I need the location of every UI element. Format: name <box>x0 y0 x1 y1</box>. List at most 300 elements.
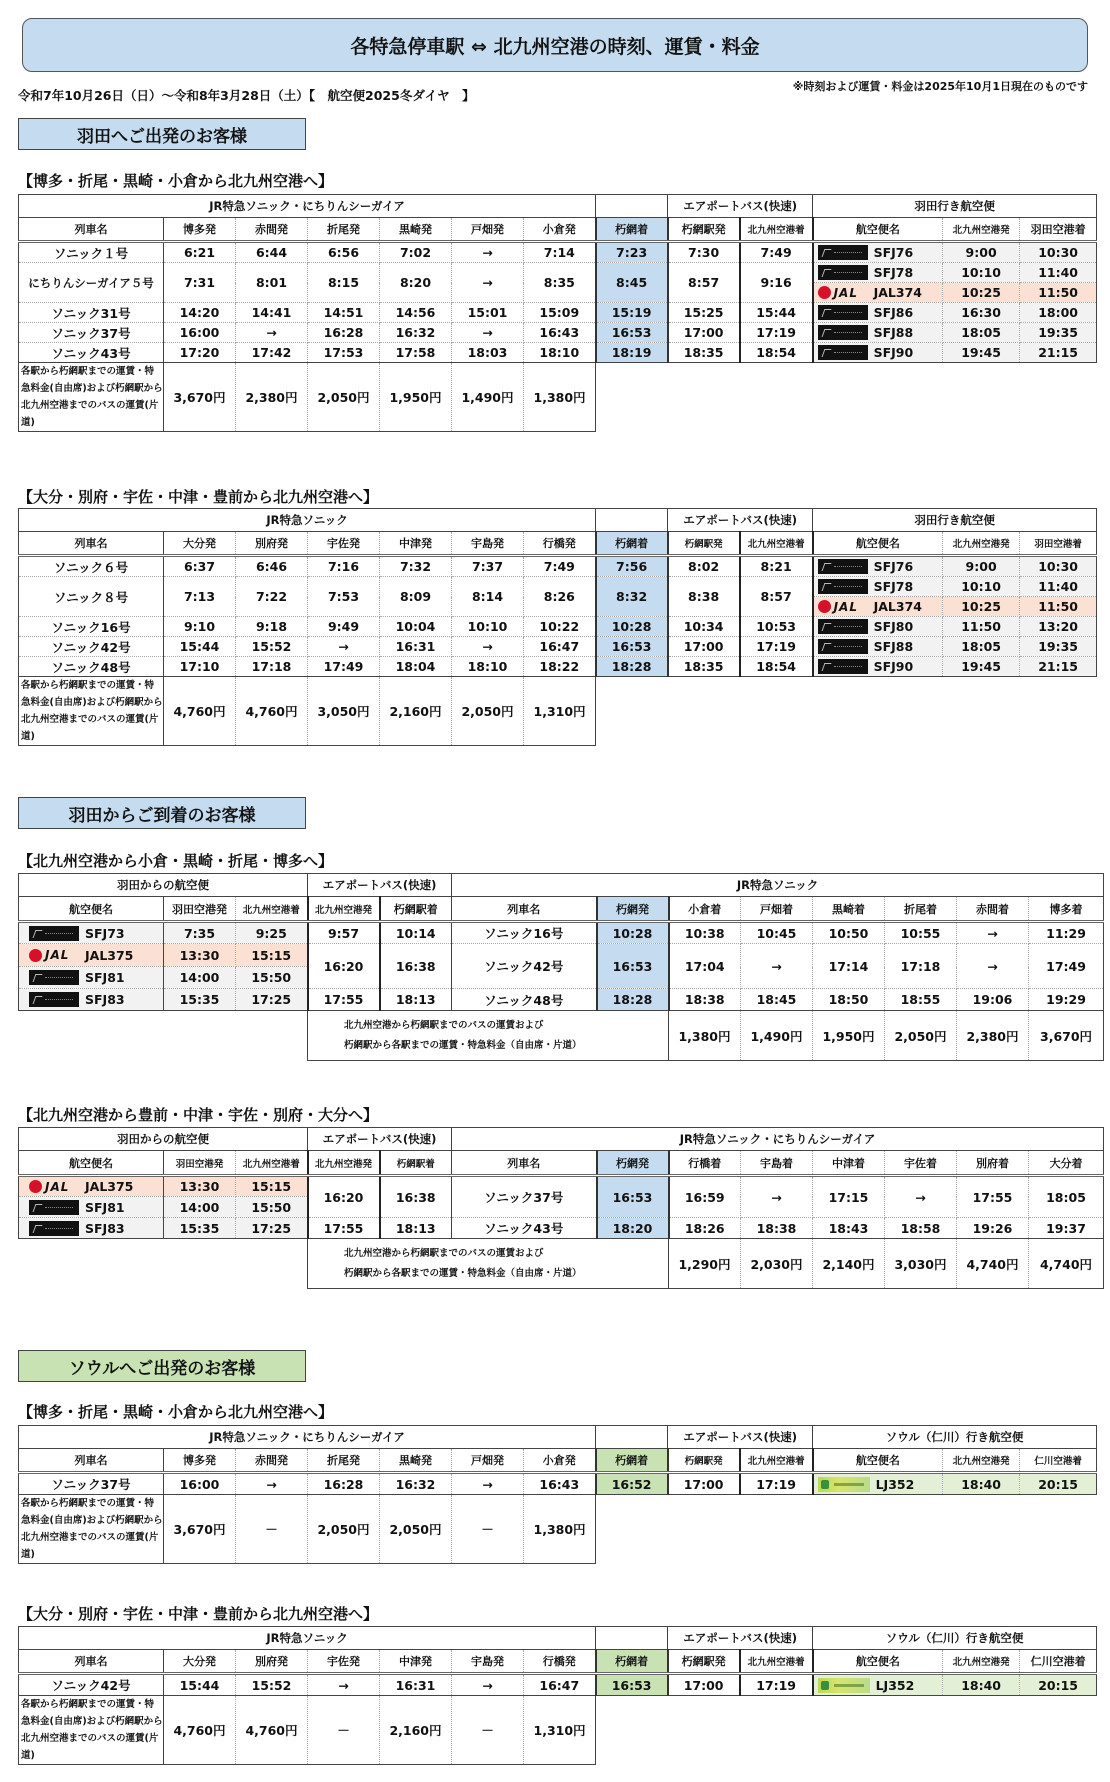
fare-row <box>19 1696 1097 1765</box>
train-name: ソニック37号 <box>452 1176 597 1218</box>
flight-name: SFJ81 <box>19 967 164 989</box>
time-cell: 18:38 <box>741 1218 813 1239</box>
col-header-kutsu-arr: 朽網着 <box>596 1650 668 1674</box>
flight-arrival: 11:40 <box>1020 263 1097 283</box>
fare-cell: 3,050円 <box>308 677 380 746</box>
bus-departure: 9:57 <box>308 922 380 944</box>
col-header-flight-dep: 北九州空港発 <box>943 1449 1020 1473</box>
kutsu-arrival: 18:19 <box>596 343 668 363</box>
time-cell: 17:04 <box>669 944 741 989</box>
col-header-bus-arr: 北九州空港着 <box>740 218 813 242</box>
train-name: ソニック37号 <box>19 1473 164 1495</box>
flight-arrival: 13:20 <box>1020 617 1097 637</box>
time-cell: 19:37 <box>1029 1218 1104 1239</box>
starflyer-logo-icon <box>818 345 868 360</box>
flight-departure: 10:10 <box>943 577 1020 597</box>
starflyer-logo-icon <box>818 619 868 634</box>
jal-logo-icon: JAL <box>29 1179 79 1194</box>
bus-departure: 17:55 <box>308 1218 380 1239</box>
bus-arrival: 17:19 <box>740 1473 813 1495</box>
table-title: 【北九州空港から豊前・中津・宇佐・別府・大分へ】 <box>18 1106 379 1124</box>
time-cell: 17:20 <box>164 343 236 363</box>
section-label-seoul-departure: ソウルへご出発のお客様 <box>18 1350 306 1382</box>
fare-label: 各駅から朽網駅までの運賃・特急料金(自由席)および朽網駅から北九州空港までのバスの運賃(片道) <box>19 1495 164 1564</box>
col-header-bus-dep: 朽網駅発 <box>668 532 740 556</box>
col-header-station: 小倉発 <box>524 1449 596 1473</box>
flight-departure: 13:30 <box>164 944 236 967</box>
time-cell: 19:29 <box>1029 989 1104 1011</box>
time-cell: 7:31 <box>164 263 236 303</box>
time-cell: 17:53 <box>308 343 380 363</box>
kutsu-arrival: 15:19 <box>596 303 668 323</box>
time-cell: 14:56 <box>380 303 452 323</box>
col-header-flight-arr: 羽田空港着 <box>1020 532 1097 556</box>
time-cell: 16:43 <box>524 323 596 343</box>
col-header-station: 博多発 <box>164 218 236 242</box>
time-cell: 15:52 <box>236 637 308 657</box>
bus-arrival: 10:14 <box>380 922 452 944</box>
bus-arrival: 8:21 <box>740 556 813 577</box>
bus-departure: 17:00 <box>668 323 740 343</box>
fare-row <box>19 1495 1097 1564</box>
col-header-train-name: 列車名 <box>452 1151 597 1176</box>
bus-departure: 18:35 <box>668 343 740 363</box>
group-header-bus: エアポートバス(快速) <box>668 195 813 218</box>
col-header-flight-arr: 北九州空港着 <box>236 1151 308 1176</box>
col-header-flight-name: 航空便名 <box>813 1449 943 1473</box>
bus-arrival: 18:54 <box>740 657 813 677</box>
fare-cell: 1,310円 <box>524 677 596 746</box>
col-header-bus-arr: 朽網駅着 <box>380 1151 452 1176</box>
col-header-station: 宇佐発 <box>308 532 380 556</box>
time-cell: 16:47 <box>524 1674 596 1696</box>
col-header-station: 黒崎発 <box>380 1449 452 1473</box>
col-header-station: 大分発 <box>164 532 236 556</box>
kutsu-arrival: 16:53 <box>596 1674 668 1696</box>
starflyer-logo-icon <box>818 659 868 674</box>
time-cell: 17:49 <box>1029 944 1104 989</box>
col-header-station: 宇佐着 <box>885 1151 957 1176</box>
starflyer-logo-icon <box>29 1200 79 1215</box>
fare-cell: 2,050円 <box>452 677 524 746</box>
group-header-bus: エアポートバス(快速) <box>668 1627 813 1650</box>
train-name: ソニック42号 <box>19 1674 164 1696</box>
timetable-hakata-to-airport-seoul <box>18 1425 1097 1564</box>
flight-arrival: 11:50 <box>1020 283 1097 303</box>
fare-cell: 3,670円 <box>164 363 236 432</box>
time-cell: 16:32 <box>380 323 452 343</box>
flight-arrival: 17:25 <box>236 989 308 1011</box>
flight-arrival: 21:15 <box>1020 657 1097 677</box>
fare-cell: 2,160円 <box>380 1696 452 1765</box>
group-header-bus: エアポートバス(快速) <box>668 509 813 532</box>
fare-cell: 1,950円 <box>380 363 452 432</box>
section-label-haneda-arrival: 羽田からご到着のお客様 <box>18 797 306 829</box>
bus-arrival: 16:38 <box>380 944 452 989</box>
flight-name: SFJ83 <box>19 989 164 1011</box>
col-header-station: 小倉着 <box>669 897 741 922</box>
flight-departure: 15:35 <box>164 1218 236 1239</box>
col-header-bus-dep: 朽網駅発 <box>668 218 740 242</box>
bus-departure: 17:55 <box>308 989 380 1011</box>
bus-arrival: 9:16 <box>740 263 813 303</box>
col-header-flight-name: 航空便名 <box>813 218 943 242</box>
bus-departure: 17:00 <box>668 637 740 657</box>
time-cell: 16:47 <box>524 637 596 657</box>
time-cell: 17:15 <box>813 1176 885 1218</box>
group-header-bus: エアポートバス(快速) <box>668 1426 813 1449</box>
time-cell: → <box>236 1473 308 1495</box>
fare-cell: 3,670円 <box>164 1495 236 1564</box>
flight-departure: 18:40 <box>943 1674 1020 1696</box>
table-title: 【博多・折尾・黒崎・小倉から北九州空港へ】 <box>18 1403 334 1421</box>
time-cell: → <box>452 637 524 657</box>
time-cell: 7:49 <box>524 556 596 577</box>
time-cell: 17:55 <box>957 1176 1029 1218</box>
time-cell: 9:10 <box>164 617 236 637</box>
time-cell: 18:43 <box>813 1218 885 1239</box>
time-cell: → <box>452 1674 524 1696</box>
time-cell: → <box>452 1473 524 1495</box>
col-header-station: 宇島発 <box>452 532 524 556</box>
col-header-train-name: 列車名 <box>452 897 597 922</box>
time-cell: 17:14 <box>813 944 885 989</box>
col-header-station: 博多着 <box>1029 897 1104 922</box>
bus-departure: 17:00 <box>668 1473 740 1495</box>
col-header-flight-dep: 北九州空港発 <box>943 532 1020 556</box>
table-row <box>19 944 1104 967</box>
time-cell: 17:18 <box>885 944 957 989</box>
flight-arrival: 17:25 <box>236 1218 308 1239</box>
fare-cell: 2,030円 <box>741 1239 813 1289</box>
group-header-flight: 羽田行き航空便 <box>813 509 1097 532</box>
flight-departure: 9:00 <box>943 242 1020 263</box>
fare-cell: 2,140円 <box>813 1239 885 1289</box>
col-header-flight-name: 航空便名 <box>19 1151 164 1176</box>
time-cell: 7:14 <box>524 242 596 263</box>
bus-arrival: 18:13 <box>380 989 452 1011</box>
col-header-bus-arr: 北九州空港着 <box>740 1650 813 1674</box>
time-cell: 6:37 <box>164 556 236 577</box>
starflyer-logo-icon <box>29 1221 79 1236</box>
bus-departure: 10:34 <box>668 617 740 637</box>
train-name: ソニック１号 <box>19 242 164 263</box>
flight-arrival: 19:35 <box>1020 323 1097 343</box>
time-cell: → <box>452 323 524 343</box>
kutsu-departure: 16:53 <box>597 1176 669 1218</box>
fare-cell: 1,380円 <box>524 363 596 432</box>
time-cell: 18:38 <box>669 989 741 1011</box>
bus-arrival: 17:19 <box>740 323 813 343</box>
table-row <box>19 1218 1104 1239</box>
starflyer-logo-icon <box>818 305 868 320</box>
time-cell: 7:32 <box>380 556 452 577</box>
time-cell: 18:45 <box>741 989 813 1011</box>
flight-name: SFJ90 <box>813 657 943 677</box>
flight-departure: 7:35 <box>164 922 236 944</box>
table-row <box>19 263 1097 283</box>
col-header-station: 戸畑着 <box>741 897 813 922</box>
time-cell: 16:28 <box>308 323 380 343</box>
time-cell: 9:18 <box>236 617 308 637</box>
time-cell: 16:31 <box>380 1674 452 1696</box>
time-cell: 7:13 <box>164 577 236 617</box>
col-header-kutsu-arr: 朽網着 <box>596 1449 668 1473</box>
kutsu-arrival: 8:45 <box>596 263 668 303</box>
time-cell: 14:20 <box>164 303 236 323</box>
bus-arrival: 10:53 <box>740 617 813 637</box>
time-cell: 10:22 <box>524 617 596 637</box>
table-row <box>19 323 1097 343</box>
time-cell: 10:38 <box>669 922 741 944</box>
jinair-logo-icon <box>818 1477 870 1492</box>
starflyer-logo-icon <box>29 970 79 985</box>
flight-arrival: 15:50 <box>236 967 308 989</box>
col-header-train-name: 列車名 <box>19 218 164 242</box>
jal-logo-icon: JAL <box>818 285 868 300</box>
train-name: ソニック16号 <box>452 922 597 944</box>
flight-departure: 18:40 <box>943 1473 1020 1495</box>
time-cell: 18:05 <box>1029 1176 1104 1218</box>
col-header-bus-arr: 朽網駅着 <box>380 897 452 922</box>
bus-arrival: 8:57 <box>740 577 813 617</box>
fare-cell: 2,050円 <box>308 1495 380 1564</box>
fare-cell: 4,740円 <box>1029 1239 1104 1289</box>
col-header-station: 中津発 <box>380 532 452 556</box>
table-row <box>19 637 1097 657</box>
time-cell: 16:43 <box>524 1473 596 1495</box>
time-cell: 16:32 <box>380 1473 452 1495</box>
time-cell: 18:50 <box>813 989 885 1011</box>
date-range: 令和7年10月26日（日）～令和8年3月28日（土）【 航空便2025冬ダイヤ 】 <box>18 88 475 103</box>
fare-cell: 2,050円 <box>308 363 380 432</box>
time-cell: 7:16 <box>308 556 380 577</box>
time-cell: 6:56 <box>308 242 380 263</box>
flight-arrival: 11:40 <box>1020 577 1097 597</box>
flight-arrival: 10:30 <box>1020 242 1097 263</box>
flight-name: JAL JAL374 <box>813 283 943 303</box>
flight-departure: 10:10 <box>943 263 1020 283</box>
jal-logo-icon: JAL <box>818 599 868 614</box>
time-cell: 16:28 <box>308 1473 380 1495</box>
time-cell: 8:26 <box>524 577 596 617</box>
bus-departure: 16:20 <box>308 944 380 989</box>
fare-cell: 1,490円 <box>741 1011 813 1061</box>
table-row <box>19 242 1097 263</box>
fare-label: 各駅から朽網駅までの運賃・特急料金(自由席)および朽網駅から北九州空港までのバスの運賃(片道) <box>19 1696 164 1765</box>
kutsu-arrival: 16:53 <box>596 323 668 343</box>
col-header-kutsu-dep: 朽網発 <box>597 897 669 922</box>
fare-cell: － <box>308 1696 380 1765</box>
time-cell: 10:04 <box>380 617 452 637</box>
fare-cell: 4,760円 <box>236 677 308 746</box>
col-header-station: 別府着 <box>957 1151 1029 1176</box>
flight-name: LJ352 <box>813 1674 943 1696</box>
time-cell: 7:22 <box>236 577 308 617</box>
starflyer-logo-icon <box>818 559 868 574</box>
starflyer-logo-icon <box>818 639 868 654</box>
starflyer-logo-icon <box>818 325 868 340</box>
kutsu-arrival: 8:32 <box>596 577 668 617</box>
flight-name: LJ352 <box>813 1473 943 1495</box>
fare-cell: － <box>452 1495 524 1564</box>
flight-arrival: 15:50 <box>236 1197 308 1218</box>
kutsu-arrival: 18:28 <box>596 657 668 677</box>
time-cell: 14:41 <box>236 303 308 323</box>
fare-cell: 1,290円 <box>669 1239 741 1289</box>
fare-label: 北九州空港から朽網駅までのバスの運賃および 朽網駅から各駅までの運賃・特急料金（自由席・片道） <box>308 1011 669 1061</box>
train-name: ソニック31号 <box>19 303 164 323</box>
flight-arrival: 20:15 <box>1020 1674 1097 1696</box>
time-cell: → <box>236 323 308 343</box>
flight-name: SFJ86 <box>813 303 943 323</box>
fare-cell: 1,380円 <box>524 1495 596 1564</box>
train-name: にちりんシーガイア５号 <box>19 263 164 303</box>
col-header-flight-dep: 北九州空港発 <box>943 1650 1020 1674</box>
kutsu-arrival: 10:28 <box>596 617 668 637</box>
col-header-station: 宇島発 <box>452 1650 524 1674</box>
time-cell: 15:01 <box>452 303 524 323</box>
table-row <box>19 657 1097 677</box>
time-cell: 19:06 <box>957 989 1029 1011</box>
table-row <box>19 1473 1097 1495</box>
group-header-flight: ソウル（仁川）行き航空便 <box>813 1426 1097 1449</box>
table-row <box>19 1674 1097 1696</box>
time-cell: 18:04 <box>380 657 452 677</box>
train-name: ソニック８号 <box>19 577 164 617</box>
col-header-flight-dep: 羽田空港発 <box>164 897 236 922</box>
time-cell: 9:49 <box>308 617 380 637</box>
starflyer-logo-icon <box>818 245 868 260</box>
col-header-flight-dep: 北九州空港発 <box>943 218 1020 242</box>
time-cell: 8:20 <box>380 263 452 303</box>
col-header-station: 行橋着 <box>669 1151 741 1176</box>
flight-name: SFJ88 <box>813 637 943 657</box>
train-name: ソニック48号 <box>19 657 164 677</box>
starflyer-logo-icon <box>29 926 79 941</box>
col-header-bus-arr: 北九州空港着 <box>740 532 813 556</box>
table-title: 【大分・別府・宇佐・中津・豊前から北九州空港へ】 <box>18 488 379 506</box>
fare-label: 各駅から朽網駅までの運賃・特急料金(自由席)および朽網駅から北九州空港までのバスの運賃(片道) <box>19 363 164 432</box>
time-cell: 10:10 <box>452 617 524 637</box>
time-cell: 18:22 <box>524 657 596 677</box>
col-header-bus-arr: 北九州空港着 <box>740 1449 813 1473</box>
bus-departure: 7:30 <box>668 242 740 263</box>
fare-cell: 3,670円 <box>1029 1011 1104 1061</box>
col-header-bus-dep: 朽網駅発 <box>668 1449 740 1473</box>
table-row <box>19 577 1097 597</box>
time-cell: 18:10 <box>452 657 524 677</box>
time-cell: 18:26 <box>669 1218 741 1239</box>
col-header-station: 黒崎発 <box>380 218 452 242</box>
col-header-station: 小倉発 <box>524 218 596 242</box>
group-header-bus: エアポートバス(快速) <box>308 874 452 897</box>
bus-arrival: 18:13 <box>380 1218 452 1239</box>
flight-name: SFJ81 <box>19 1197 164 1218</box>
bus-departure: 8:57 <box>668 263 740 303</box>
fare-row <box>19 1239 1104 1289</box>
col-header-station: 戸畑発 <box>452 218 524 242</box>
kutsu-departure: 10:28 <box>597 922 669 944</box>
flight-departure: 18:05 <box>943 637 1020 657</box>
time-cell: 16:00 <box>164 323 236 343</box>
group-header-flight: 羽田からの航空便 <box>19 874 308 897</box>
flight-departure: 19:45 <box>943 343 1020 363</box>
time-cell: 7:02 <box>380 242 452 263</box>
fare-label: 各駅から朽網駅までの運賃・特急料金(自由席)および朽網駅から北九州空港までのバスの運賃(片道) <box>19 677 164 746</box>
flight-name: SFJ90 <box>813 343 943 363</box>
timetable-airport-to-oita <box>18 1127 1104 1289</box>
flight-arrival: 9:25 <box>236 922 308 944</box>
kutsu-departure: 18:20 <box>597 1218 669 1239</box>
fare-cell: 4,760円 <box>164 1696 236 1765</box>
flight-arrival: 11:50 <box>1020 597 1097 617</box>
col-header-train-name: 列車名 <box>19 532 164 556</box>
flight-name: SFJ78 <box>813 577 943 597</box>
table-row <box>19 989 1104 1011</box>
group-header-flight: ソウル（仁川）行き航空便 <box>813 1627 1097 1650</box>
col-header-station: 赤間着 <box>957 897 1029 922</box>
fare-cell: 1,950円 <box>813 1011 885 1061</box>
train-name: ソニック43号 <box>19 343 164 363</box>
time-cell: → <box>308 1674 380 1696</box>
time-cell: 8:01 <box>236 263 308 303</box>
table-row <box>19 303 1097 323</box>
flight-arrival: 15:15 <box>236 944 308 967</box>
time-cell: 18:55 <box>885 989 957 1011</box>
table-title: 【北九州空港から小倉・黒崎・折尾・博多へ】 <box>18 852 334 870</box>
flight-name: JAL JAL374 <box>813 597 943 617</box>
flight-arrival: 21:15 <box>1020 343 1097 363</box>
bus-departure: 18:35 <box>668 657 740 677</box>
time-cell: → <box>452 242 524 263</box>
time-cell: 8:15 <box>308 263 380 303</box>
time-cell: 17:42 <box>236 343 308 363</box>
group-header-train: JR特急ソニック <box>19 509 596 532</box>
flight-departure: 11:50 <box>943 617 1020 637</box>
time-cell: 17:18 <box>236 657 308 677</box>
validity-note: ※時刻および運賃・料金は2025年10月1日現在のものです <box>792 80 1088 93</box>
flight-arrival: 15:15 <box>236 1176 308 1197</box>
flight-departure: 10:25 <box>943 597 1020 617</box>
col-header-train-name: 列車名 <box>19 1449 164 1473</box>
section-label-haneda-departure: 羽田へご出発のお客様 <box>18 118 306 150</box>
jal-logo-icon: JAL <box>29 948 79 963</box>
col-header-flight-name: 航空便名 <box>813 532 943 556</box>
col-header-kutsu-arr: 朽網着 <box>596 218 668 242</box>
bus-departure: 15:25 <box>668 303 740 323</box>
time-cell: 6:46 <box>236 556 308 577</box>
flight-name: SFJ76 <box>813 242 943 263</box>
table-title: 【博多・折尾・黒崎・小倉から北九州空港へ】 <box>18 172 334 190</box>
train-name: ソニック43号 <box>452 1218 597 1239</box>
time-cell: 10:45 <box>741 922 813 944</box>
time-cell: → <box>308 637 380 657</box>
col-header-station: 折尾発 <box>308 1449 380 1473</box>
col-header-flight-arr: 仁川空港着 <box>1020 1449 1097 1473</box>
time-cell: 6:21 <box>164 242 236 263</box>
flight-departure: 9:00 <box>943 556 1020 577</box>
col-header-station: 別府発 <box>236 532 308 556</box>
time-cell: 18:03 <box>452 343 524 363</box>
col-header-station: 大分発 <box>164 1650 236 1674</box>
col-header-flight-arr: 仁川空港着 <box>1020 1650 1097 1674</box>
col-header-station: 博多発 <box>164 1449 236 1473</box>
flight-name: SFJ83 <box>19 1218 164 1239</box>
time-cell: 19:26 <box>957 1218 1029 1239</box>
time-cell: 10:55 <box>885 922 957 944</box>
col-header-station: 別府発 <box>236 1650 308 1674</box>
